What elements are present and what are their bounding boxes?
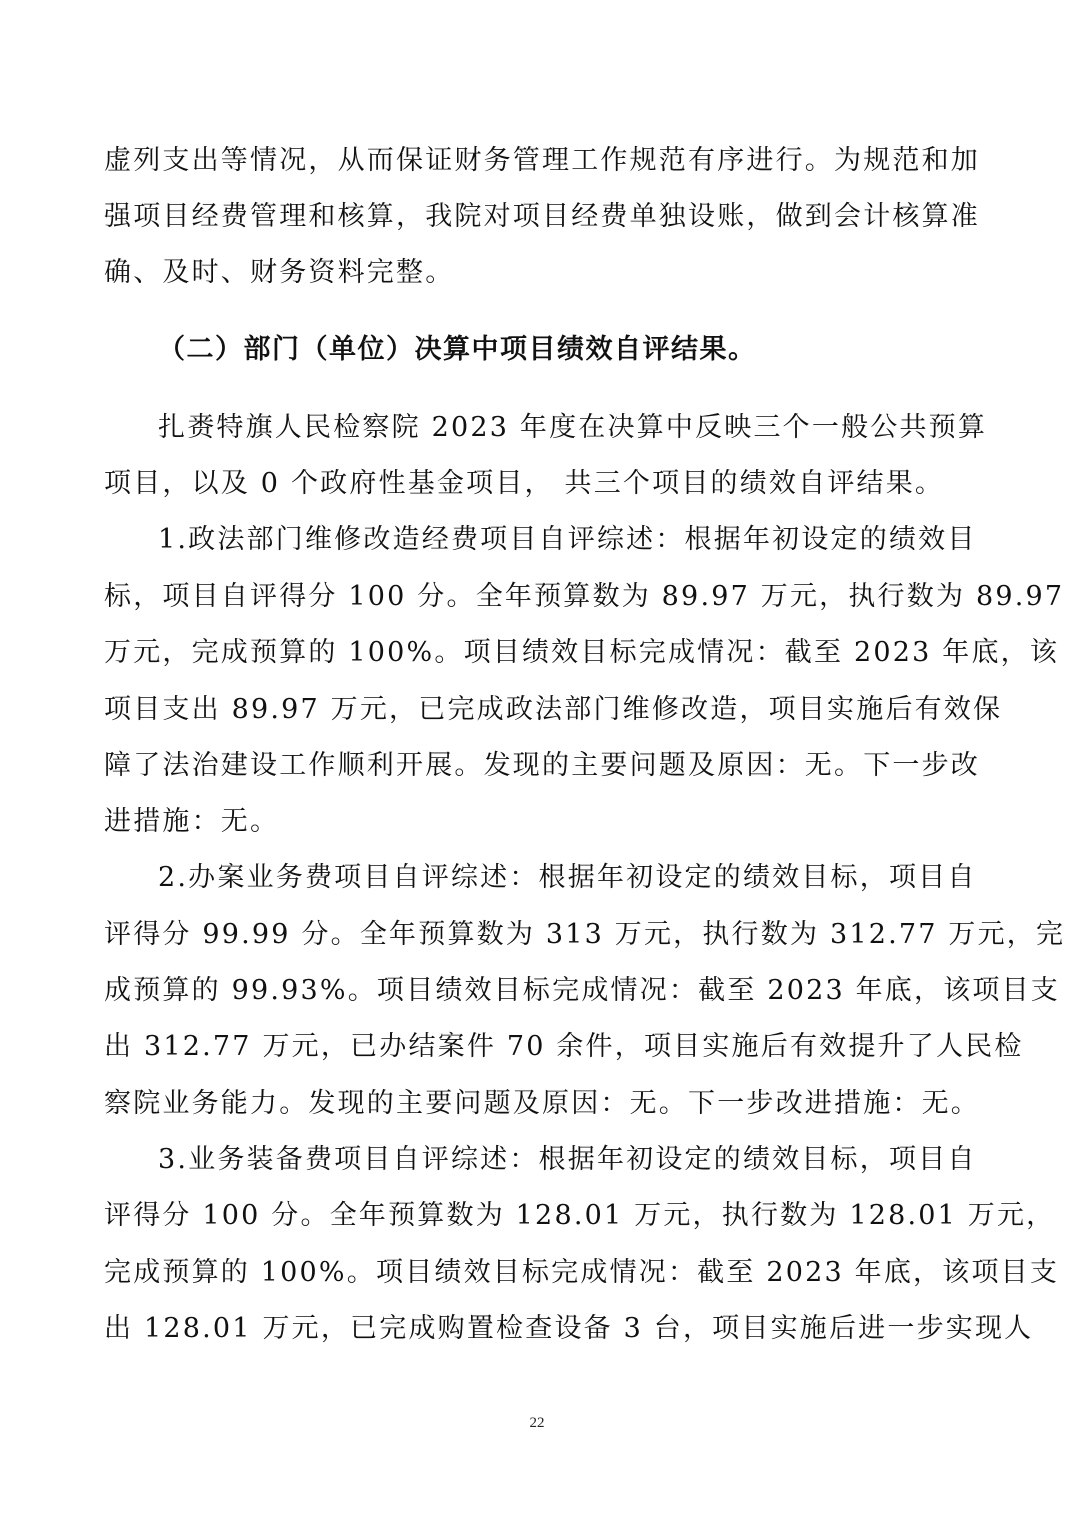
text-line: 标，项目自评得分 100 分。全年预算数为 89.97 万元，执行数为 89.97 — [104, 581, 1065, 612]
text-line: 3.业务装备费项目自评综述：根据年初设定的绩效目标，项目自 — [158, 1144, 977, 1175]
text-line: 强项目经费管理和核算，我院对项目经费单独设账，做到会计核算准 — [104, 201, 980, 232]
text-line: 成预算的 99.93%。项目绩效目标完成情况：截至 2023 年底，该项目支 — [104, 975, 1061, 1006]
text-line: 障了法治建设工作顺利开展。发现的主要问题及原因：无。下一步改 — [104, 750, 980, 781]
text-line: 1.政法部门维修改造经费项目自评综述：根据年初设定的绩效目 — [158, 524, 977, 555]
section-heading: （二）部门（单位）决算中项目绩效自评结果。 — [158, 334, 757, 365]
text-line: 察院业务能力。发现的主要问题及原因：无。下一步改进措施：无。 — [104, 1088, 980, 1119]
text-line: 项目支出 89.97 万元，已完成政法部门维修改造，项目实施后有效保 — [104, 694, 1003, 725]
text-line: 评得分 99.99 分。全年预算数为 313 万元，执行数为 312.77 万元，完 — [104, 919, 1066, 950]
text-line: 扎赉特旗人民检察院 2023 年度在决算中反映三个一般公共预算 — [158, 412, 988, 443]
page-number: 22 — [529, 1415, 545, 1431]
text-line: 出 312.77 万元，已办结案件 70 余件，项目实施后有效提升了人民检 — [104, 1031, 1024, 1062]
text-line: 万元，完成预算的 100%。项目绩效目标完成情况：截至 2023 年底，该 — [104, 637, 1060, 668]
text-line: 进措施：无。 — [104, 806, 280, 837]
text-line: 完成预算的 100%。项目绩效目标完成情况：截至 2023 年底，该项目支 — [104, 1257, 1060, 1288]
text-line: 虚列支出等情况，从而保证财务管理工作规范有序进行。为规范和加 — [104, 145, 980, 176]
text-line: 确、及时、财务资料完整。 — [104, 257, 455, 288]
text-line: 评得分 100 分。全年预算数为 128.01 万元，执行数为 128.01 万元， — [104, 1200, 1056, 1231]
text-line: 2.办案业务费项目自评综述：根据年初设定的绩效目标，项目自 — [158, 862, 977, 893]
text-line: 项目，以及 0 个政府性基金项目， 共三个项目的绩效自评结果。 — [104, 468, 945, 499]
text-line: 出 128.01 万元，已完成购置检查设备 3 台，项目实施后进一步实现人 — [104, 1313, 1034, 1344]
